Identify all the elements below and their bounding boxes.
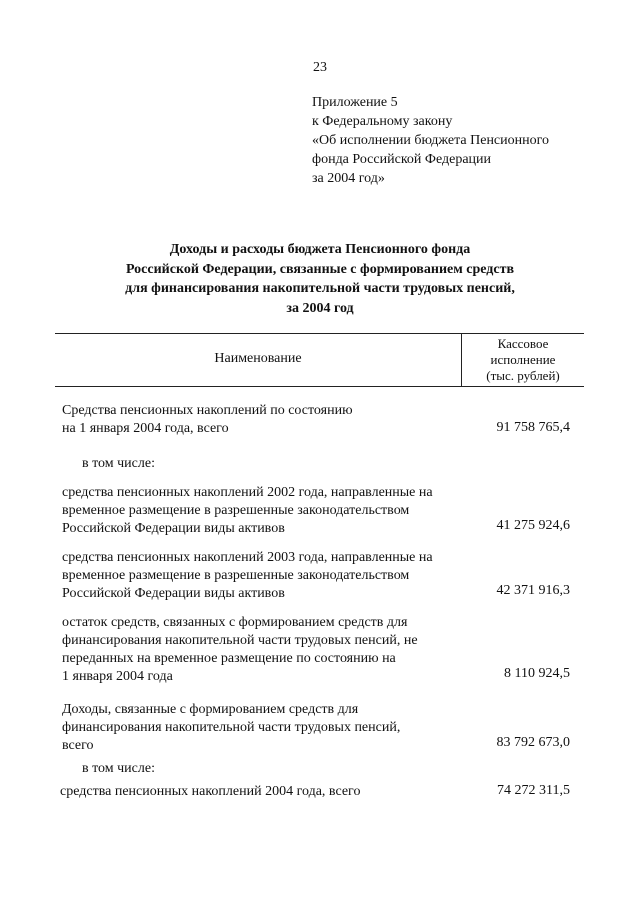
table-row (82, 760, 155, 778)
row-text: Российской Федерации виды активов (62, 521, 285, 536)
header-name: Наименование (214, 351, 302, 366)
row-text: финансирования накопительной части трудовых пенсий, (62, 720, 401, 735)
page-number: 23 (313, 60, 327, 75)
header-exec-line: Кассовое (497, 336, 549, 351)
row-text: средства пенсионных накоплений 2002 года, направленные на (62, 485, 433, 500)
row-text: временное размещение в разрешенные законодательством (62, 568, 410, 583)
row-text: в том числе: (82, 761, 155, 776)
table-row (62, 614, 418, 686)
row-text: остаток средств, связанных с формированием средств для (62, 615, 408, 630)
row-text: на 1 января 2004 года, всего (62, 421, 229, 436)
row-text: Средства пенсионных накоплений по состоянию (62, 403, 353, 418)
row-value: 83 792 673,0 (496, 735, 570, 750)
row-text: финансирования накопительной части трудовых пенсий, не (62, 633, 418, 648)
title-line: за 2004 год (286, 300, 354, 316)
appendix-line: «Об исполнении бюджета Пенсионного (312, 133, 550, 148)
row-text: временное размещение в разрешенные законодательством (62, 503, 410, 518)
table-row (62, 484, 433, 538)
table-row (62, 402, 353, 438)
row-value: 74 272 311,5 (497, 783, 570, 798)
title-line: для финансирования накопительной части трудовых пенсий, (125, 281, 515, 296)
title-line: Доходы и расходы бюджета Пенсионного фонда (169, 242, 471, 257)
appendix-line: к Федеральному закону (312, 114, 453, 129)
table-row (62, 549, 433, 603)
table-row (62, 701, 400, 755)
row-text: всего (62, 738, 94, 753)
header-exec-line: исполнение (490, 352, 556, 367)
row-value: 91 758 765,4 (496, 420, 570, 435)
table-header (55, 333, 584, 387)
header-exec-line: (тыс. рублей) (486, 368, 560, 383)
appendix-line: фонда Российской Федерации (312, 152, 492, 167)
row-text: Российской Федерации виды активов (62, 586, 285, 601)
appendix-line: Приложение 5 (312, 95, 398, 110)
table-row (82, 455, 155, 473)
row-text: в том числе: (82, 456, 155, 471)
row-value: 8 110 924,5 (504, 666, 570, 681)
appendix-line: за 2004 год» (312, 171, 385, 186)
row-value: 42 371 916,3 (496, 583, 570, 598)
row-value: 41 275 924,6 (496, 518, 570, 533)
row-text: 1 января 2004 года (62, 669, 173, 684)
row-text: переданных на временное размещение по состоянию на (62, 651, 396, 666)
title-line: Российской Федерации, связанные с формированием средств (125, 261, 515, 277)
appendix-reference (312, 93, 549, 188)
document-title (60, 240, 580, 318)
header-execution (462, 336, 584, 384)
table-row (60, 783, 360, 801)
row-text: Доходы, связанные с формированием средств для (62, 702, 359, 717)
row-text: средства пенсионных накоплений 2003 года, направленные на (62, 550, 433, 565)
row-text: средства пенсионных накоплений 2004 года, всего (60, 784, 361, 799)
